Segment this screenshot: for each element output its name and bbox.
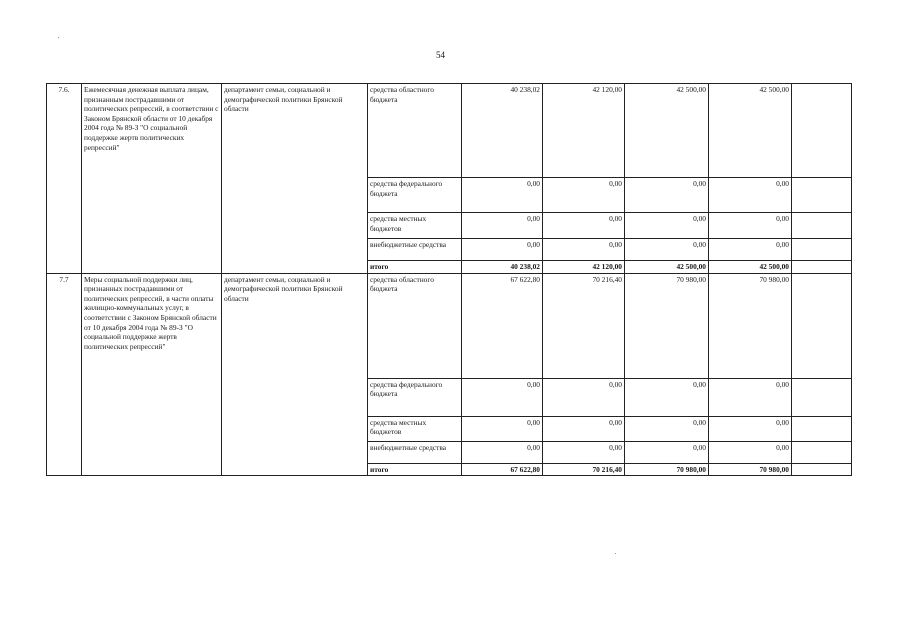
funding-source-total: итого (368, 463, 462, 476)
amount-cell: 0,00 (709, 178, 792, 213)
amount-cell: 0,00 (625, 441, 709, 463)
total-amount: 70 980,00 (625, 463, 709, 476)
measure-description: Ежемесячная денежная выплата лицам, признанным пострадавшими от политических репрессий, в соответствии с Законом Брянской области от 10 декабря 2004 года № 89-З "О социальной поддержке жертв политических репрессий" (82, 84, 222, 274)
item-number: 7.6. (47, 84, 82, 274)
amount-cell: 0,00 (709, 416, 792, 441)
scan-speck (58, 37, 59, 38)
funding-source: средства федерального бюджета (368, 378, 462, 416)
amount-cell: 0,00 (462, 378, 543, 416)
amount-cell: 0,00 (462, 441, 543, 463)
amount-cell: 40 238,02 (462, 84, 543, 178)
empty-cell (792, 273, 852, 378)
amount-cell: 0,00 (543, 441, 625, 463)
empty-cell (792, 441, 852, 463)
amount-cell: 70 980,00 (625, 273, 709, 378)
table-row (47, 273, 852, 378)
amount-cell: 42 500,00 (709, 84, 792, 178)
amount-cell: 0,00 (709, 239, 792, 261)
amount-cell: 0,00 (625, 416, 709, 441)
empty-cell (792, 261, 852, 274)
amount-cell: 67 622,80 (462, 273, 543, 378)
funding-source: внебюджетные средства (368, 441, 462, 463)
amount-cell: 42 500,00 (625, 84, 709, 178)
amount-cell: 70 216,40 (543, 273, 625, 378)
total-amount: 67 622,80 (462, 463, 543, 476)
total-amount: 42 500,00 (709, 261, 792, 274)
empty-cell (792, 378, 852, 416)
funding-source: средства федерального бюджета (368, 178, 462, 213)
amount-cell: 0,00 (625, 239, 709, 261)
amount-cell: 0,00 (625, 213, 709, 239)
amount-cell: 0,00 (462, 178, 543, 213)
amount-cell: 0,00 (462, 213, 543, 239)
amount-cell: 0,00 (709, 378, 792, 416)
funding-source: средства областного бюджета (368, 273, 462, 378)
funding-source-total: итого (368, 261, 462, 274)
amount-cell: 0,00 (543, 416, 625, 441)
empty-cell (792, 178, 852, 213)
empty-cell (792, 239, 852, 261)
amount-cell: 0,00 (543, 239, 625, 261)
amount-cell: 0,00 (543, 378, 625, 416)
page-number: 54 (436, 50, 445, 60)
amount-cell: 0,00 (709, 213, 792, 239)
amount-cell: 0,00 (543, 213, 625, 239)
funding-source: средства местных бюджетов (368, 213, 462, 239)
amount-cell: 0,00 (625, 178, 709, 213)
empty-cell (792, 463, 852, 476)
amount-cell: 42 120,00 (543, 84, 625, 178)
total-amount: 70 216,40 (543, 463, 625, 476)
amount-cell: 0,00 (543, 178, 625, 213)
item-number: 7.7 (47, 273, 82, 476)
empty-cell (792, 84, 852, 178)
funding-source: внебюджетные средства (368, 239, 462, 261)
scan-speck (615, 553, 616, 554)
executor: департамент семьи, социальной и демографической политики Брянской области (222, 84, 368, 274)
empty-cell (792, 213, 852, 239)
amount-cell: 70 980,00 (709, 273, 792, 378)
amount-cell: 0,00 (462, 416, 543, 441)
empty-cell (792, 416, 852, 441)
amount-cell: 0,00 (625, 378, 709, 416)
total-amount: 40 238,02 (462, 261, 543, 274)
funding-source: средства областного бюджета (368, 84, 462, 178)
executor: департамент семьи, социальной и демографической политики Брянской области (222, 273, 368, 476)
table-row (47, 84, 852, 178)
total-amount: 70 980,00 (709, 463, 792, 476)
amount-cell: 0,00 (709, 441, 792, 463)
total-amount: 42 500,00 (625, 261, 709, 274)
amount-cell: 0,00 (462, 239, 543, 261)
budget-table (46, 83, 852, 476)
measure-description: Меры социальной поддержки лиц, признанных пострадавшими от политических репрессий, в части оплаты жилищно-коммунальных услуг, в соответствии с Законом Брянской области от 10 декабря 2004 года № 89-З "О социальной поддержке жертв политических репрессий" (82, 273, 222, 476)
total-amount: 42 120,00 (543, 261, 625, 274)
funding-source: средства местных бюджетов (368, 416, 462, 441)
